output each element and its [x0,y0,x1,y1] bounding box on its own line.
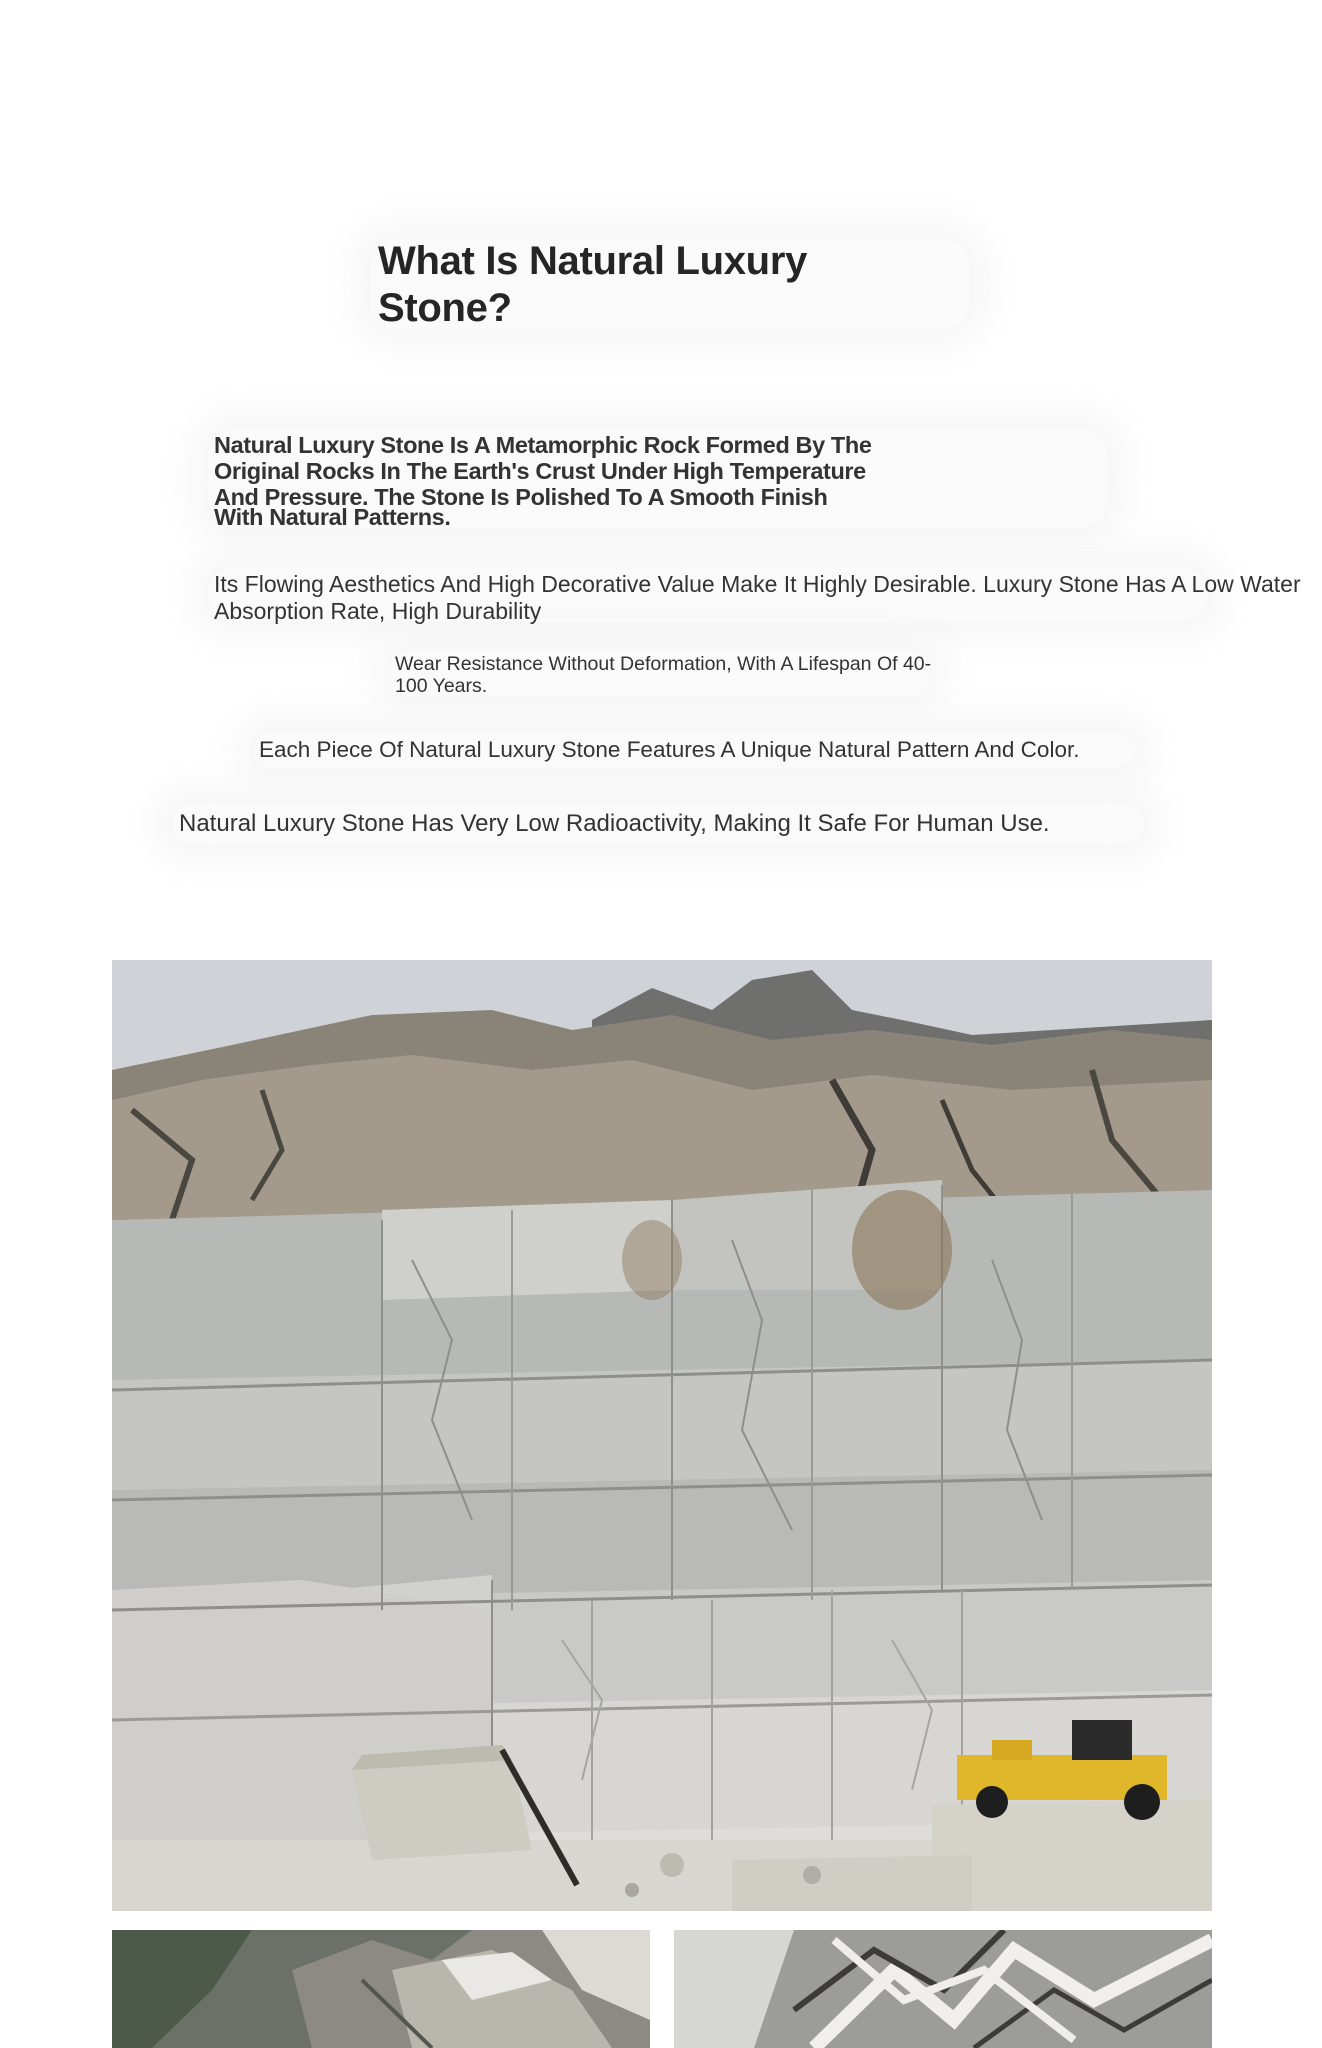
quarry-illustration [112,960,1212,1911]
mountain-quarry-illustration [112,1930,650,2048]
mountain-quarry-image [112,1930,650,2048]
lead-line: Natural Luxury Stone Is A Metamorphic Rock Formed By The [214,432,872,458]
lead-line: Original Rocks In The Earth's Crust Under High Temperature [214,458,866,484]
durability-paragraph: Wear Resistance Without Deformation, With A Lifespan Of 40-100 Years. [395,653,932,697]
lead-line: And Pressure. The Stone Is Polished To A Smooth Finish [214,484,828,510]
lead-line: With Natural Patterns. [214,504,451,530]
pattern-paragraph: Each Piece Of Natural Luxury Stone Features A Unique Natural Pattern And Color. [259,737,1080,762]
marble-quarry-image [112,960,1212,1911]
marble-texture-image [674,1930,1212,2048]
page-title: What Is Natural Luxury Stone? [378,239,808,330]
aesthetics-paragraph: Its Flowing Aesthetics And High Decorative Value Make It Highly Desirable. Luxury Stone Has A Low Water Absorption Rate, High Durability [214,571,1301,624]
safety-paragraph: Natural Luxury Stone Has Very Low Radioactivity, Making It Safe For Human Use. [179,810,1050,837]
marble-texture-illustration [674,1930,1212,2048]
lead-paragraph [214,432,934,530]
